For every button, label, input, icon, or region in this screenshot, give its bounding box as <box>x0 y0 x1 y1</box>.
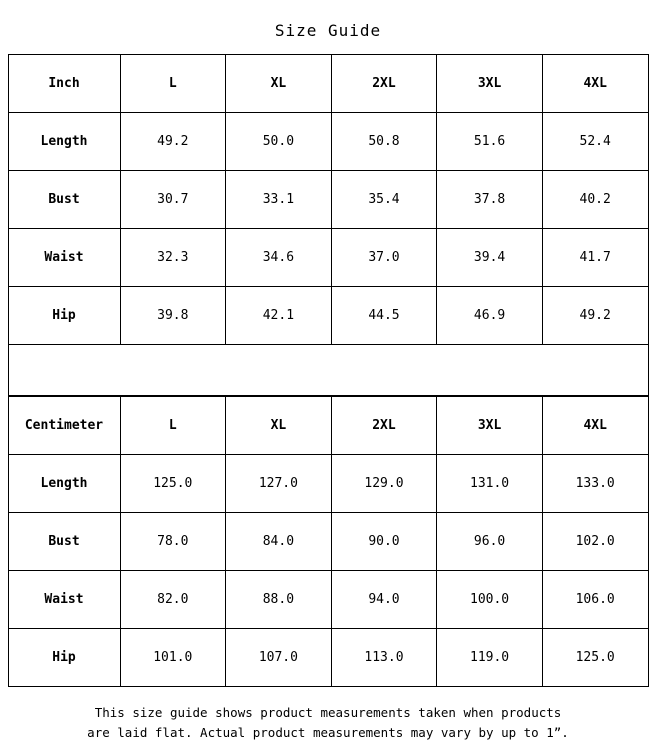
table-header-row <box>8 55 648 113</box>
cell-waist-2xl: 37.0 <box>331 229 437 287</box>
table-row <box>8 113 648 171</box>
cell-waist-l: 82.0 <box>120 571 226 629</box>
cell-hip-3xl: 119.0 <box>437 629 543 687</box>
cell-bust-4xl: 40.2 <box>542 171 648 229</box>
cell-hip-2xl: 44.5 <box>331 287 437 345</box>
row-label-hip: Hip <box>8 287 120 345</box>
cell-bust-xl: 84.0 <box>226 513 332 571</box>
cell-waist-4xl: 106.0 <box>542 571 648 629</box>
row-label-waist: Waist <box>8 571 120 629</box>
row-label-length: Length <box>8 455 120 513</box>
cm-unit-label: Centimeter <box>8 397 120 455</box>
cell-hip-2xl: 113.0 <box>331 629 437 687</box>
row-label-bust: Bust <box>8 171 120 229</box>
column-header-3xl: 3XL <box>437 397 543 455</box>
cell-bust-3xl: 37.8 <box>437 171 543 229</box>
centimeter-size-table <box>8 396 649 687</box>
cell-length-2xl: 129.0 <box>331 455 437 513</box>
cell-bust-4xl: 102.0 <box>542 513 648 571</box>
cell-length-xl: 127.0 <box>226 455 332 513</box>
inch-size-table <box>8 54 649 345</box>
column-header-xl: XL <box>226 397 332 455</box>
cell-hip-l: 39.8 <box>120 287 226 345</box>
cell-hip-3xl: 46.9 <box>437 287 543 345</box>
cell-hip-4xl: 49.2 <box>542 287 648 345</box>
inch-unit-label: Inch <box>8 55 120 113</box>
cell-hip-xl: 107.0 <box>226 629 332 687</box>
row-label-waist: Waist <box>8 229 120 287</box>
table-separator-row <box>8 345 649 396</box>
cell-hip-l: 101.0 <box>120 629 226 687</box>
cell-hip-4xl: 125.0 <box>542 629 648 687</box>
cell-length-l: 125.0 <box>120 455 226 513</box>
table-header-row <box>8 397 648 455</box>
row-label-hip: Hip <box>8 629 120 687</box>
separator-cell <box>8 345 648 396</box>
footer-note <box>0 687 656 743</box>
cell-waist-l: 32.3 <box>120 229 226 287</box>
table-row <box>8 571 648 629</box>
table-row <box>8 171 648 229</box>
cell-length-2xl: 50.8 <box>331 113 437 171</box>
column-header-l: L <box>120 55 226 113</box>
cell-length-l: 49.2 <box>120 113 226 171</box>
column-header-2xl: 2XL <box>331 397 437 455</box>
cell-hip-xl: 42.1 <box>226 287 332 345</box>
cell-waist-xl: 88.0 <box>226 571 332 629</box>
cell-length-4xl: 133.0 <box>542 455 648 513</box>
column-header-4xl: 4XL <box>542 55 648 113</box>
table-row <box>8 629 648 687</box>
table-row <box>8 229 648 287</box>
cell-bust-2xl: 90.0 <box>331 513 437 571</box>
column-header-3xl: 3XL <box>437 55 543 113</box>
column-header-2xl: 2XL <box>331 55 437 113</box>
column-header-4xl: 4XL <box>542 397 648 455</box>
cell-waist-2xl: 94.0 <box>331 571 437 629</box>
row-label-bust: Bust <box>8 513 120 571</box>
cell-bust-3xl: 96.0 <box>437 513 543 571</box>
row-label-length: Length <box>8 113 120 171</box>
cell-waist-xl: 34.6 <box>226 229 332 287</box>
table-row <box>8 287 648 345</box>
cell-bust-xl: 33.1 <box>226 171 332 229</box>
footer-line-2: are laid flat. Actual product measurements may vary by up to 1”. <box>87 725 569 740</box>
column-header-l: L <box>120 397 226 455</box>
cell-length-3xl: 131.0 <box>437 455 543 513</box>
footer-line-1: This size guide shows product measurements taken when products <box>94 705 562 720</box>
table-row <box>8 513 648 571</box>
cell-waist-4xl: 41.7 <box>542 229 648 287</box>
page-title: Size Guide <box>274 21 382 40</box>
cell-length-3xl: 51.6 <box>437 113 543 171</box>
cell-length-4xl: 52.4 <box>542 113 648 171</box>
cell-length-xl: 50.0 <box>226 113 332 171</box>
cell-bust-2xl: 35.4 <box>331 171 437 229</box>
cell-bust-l: 30.7 <box>120 171 226 229</box>
column-header-xl: XL <box>226 55 332 113</box>
cell-waist-3xl: 39.4 <box>437 229 543 287</box>
cell-bust-l: 78.0 <box>120 513 226 571</box>
table-row <box>8 455 648 513</box>
cell-waist-3xl: 100.0 <box>437 571 543 629</box>
